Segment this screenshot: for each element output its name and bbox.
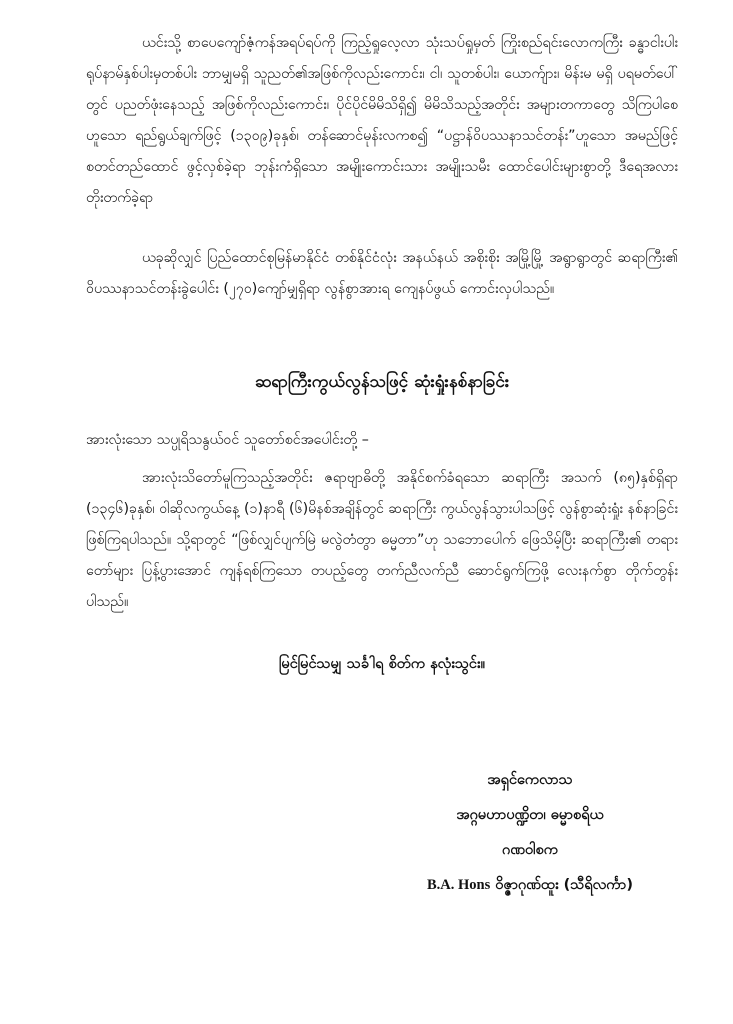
section-heading: ဆရာကြီးကွယ်လွန်သဖြင့် ဆုံးရှုံးနစ်နာခြင်း — [254, 372, 510, 392]
paragraph-3: အားလုံးသိတော်မူကြသည့်အတိုင်း ဇရာဗျာဓိတို့ အနိုင်စက်ခံရသော ဆရာကြီး အသက် (၈၅)နှစ်ရှိရာ (၁၃၄၆)ခုနှစ်၊ ဝါဆိုလကွယ်နေ့ (၁)နာရီ (၆)မိနစ်အချိန်တွင် ဆရာကြီး ကွယ်လွန်သွားပါသဖြင့် လွန်စွာဆုံးရှုံး နစ်နာခြင်း ဖြစ်ကြရပါသည်။ သို့ရာတွင် “ဖြစ်လျှင်ပျက်မြဲ မလွဲတံတွာ ဓမ္မတာ”ဟု သဘောပေါက် ဖြေသိမ့်ပြီး ဆရာကြီး၏ တရားတော်များ ပြန့်ပွားအောင် ကျန်ရစ်ကြသော တပည့်တွေ တက်ညီလက်ညီ ဆောင်ရွက်ကြဖို့ လေးနက်စွာ တိုက်တွန်းပါသည်။ — [86, 470, 678, 610]
signature-name: အရှင်ကေလာသ — [487, 772, 573, 788]
signature-degree — [360, 868, 700, 903]
paragraph-1: ယင်းသို့ စာပေကျော်ဇံ့ကန်အရပ်ရပ်ကို ကြည့်ရှုလေ့လာ သုံးသပ်ရှုမှတ် ကြိုးစည်ရင်းလောကကြီး ခန္ဓာငါးပါး ရုပ်နာမ်နှစ်ပါးမှတစ်ပါး ဘာမျှမရှိ သူညတ်၏အဖြစ်ကိုလည်းကောင်း၊ ငါ၊ သူတစ်ပါး၊ ယောက်ျား၊ မိန်းမ မရှိ ပရမတ်ပေါ်တွင် ပညတ်ဖုံးနေသည့် အဖြစ်ကိုလည်းကောင်း၊ ပိုင်ပိုင်မိမိသိရှိ၍ မိမိသိသည့်အတိုင်း အများတကာတွေ သိကြပါစေဟူသော ရည်ရွယ်ချက်ဖြင့် (၁၃၀၉)ခုနှစ်၊ တန်ဆောင်မုန်းလကစ၍ “ပဋ္ဌာန်ဝိပဿနာသင်တန်း”ဟူသော အမည်ဖြင့် စတင်တည်ထောင် ဖွင့်လှစ်ခဲ့ရာ ဘုန်းကံရှိသော အမျိုးကောင်းသား အမျိုးသမီး ထောင်ပေါင်းများစွာတို့ ဒီရေအလား တိုးတက်ခဲ့ရာ — [86, 35, 678, 206]
signature-block — [360, 763, 700, 903]
paragraph-2: ယခုဆိုလျှင် ပြည်ထောင်စုမြန်မာနိုင်ငံ တစ်နိုင်ငံလုံး အနယ်နယ် အစိုးစိုး အမြို့မြို့ အရွာရွာတွင် ဆရာကြီး၏ ဝိပဿနာသင်တန်းခွဲပေါင်း (၂၇၀)ကျော်မျှရှိရာ လွန်စွာအားရ ကျေနပ်ဖွယ် ကောင်းလှပါသည်။ — [86, 250, 678, 297]
closing-verse: မြင်မြင်သမျှ သင်္ခါရ စိတ်က နလုံးသွင်း။ — [278, 656, 486, 672]
degree-myanmar: ဝိဇ္ဇာဂုဏ်ထူး (သီရိလင်္ကာ) — [495, 877, 634, 893]
signature-titles: အဂ္ဂမဟာပဏ္ဍိတ၊ ဓမ္မာစရိယ — [456, 807, 604, 823]
signature-role: ဂဏဝါစက — [502, 842, 558, 858]
salutation: အားလုံးသော သပ္ပုရိသနွယ်ဝင် သူတော်စင်အပေါင်းတို့ – — [86, 432, 369, 448]
degree-latin: B.A. Hons — [426, 877, 491, 893]
